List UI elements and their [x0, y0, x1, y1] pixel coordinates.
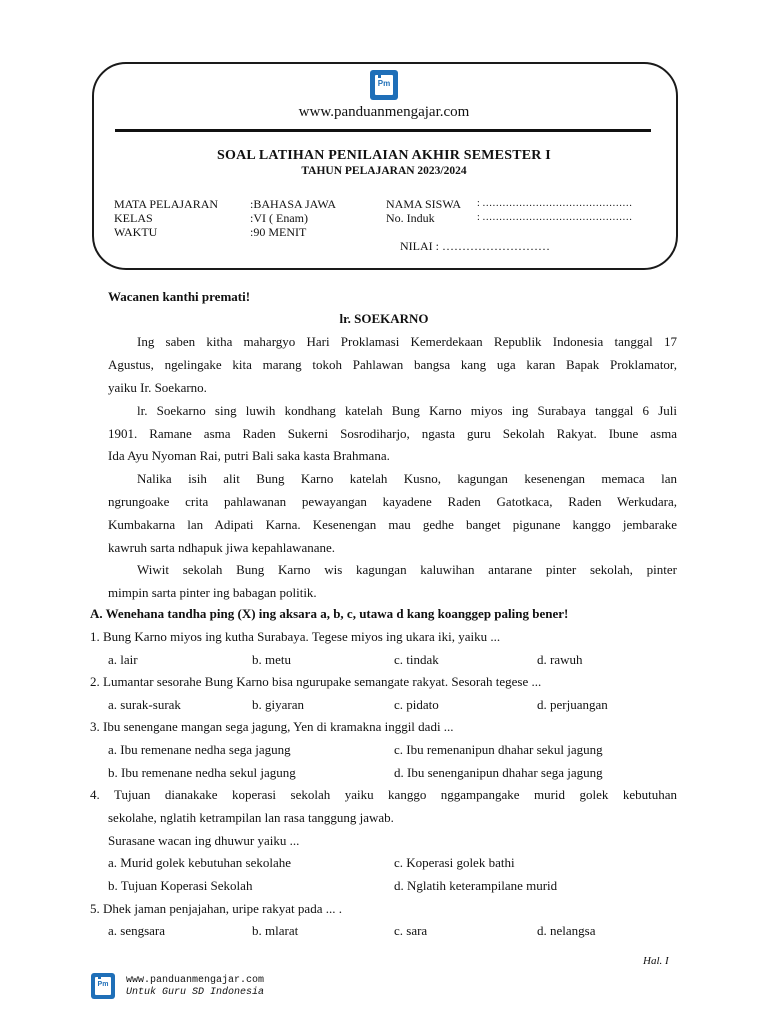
exam-year: TAHUN PELAJARAN 2023/2024: [301, 165, 467, 177]
q1-option-c[interactable]: c. tindak: [394, 652, 439, 667]
q2-option-b[interactable]: b. giyaran: [252, 697, 304, 712]
q1-option-b[interactable]: b. metu: [252, 652, 291, 667]
field-value-time: :90 MENIT: [250, 225, 307, 239]
page-number: Hal. I: [643, 955, 669, 967]
field-value-subject: :BAHASA JAWA: [250, 197, 337, 211]
q4-option-c[interactable]: c. Koperasi golek bathi: [394, 855, 515, 870]
field-value-student-id[interactable]: : ………………………………………: [477, 212, 633, 223]
reading-line: lr. Soekarno sing luwih kondhang katelah Bung Karno miyos ing Surabaya tanggal 6 Juli: [137, 403, 677, 418]
reading-title: lr. SOEKARNO: [339, 311, 429, 326]
reading-line: Nalika isih alit Bung Karno katelah Kusno, kagungan kesenengan memaca lan: [137, 471, 677, 486]
q3-option-d[interactable]: d. Ibu senenganipun dhahar sega jagung: [394, 765, 603, 780]
field-label-time: WAKTU: [114, 225, 158, 239]
reading-line: mimpin sarta pinter ing babagan politik.: [108, 585, 317, 600]
q4-option-d[interactable]: d. Nglatih keterampilane murid: [394, 878, 558, 893]
header-divider: [115, 129, 651, 132]
header-website: www.panduanmengajar.com: [298, 104, 470, 120]
q1-option-d[interactable]: d. rawuh: [537, 652, 583, 667]
q4-option-b[interactable]: b. Tujuan Koperasi Sekolah: [108, 878, 253, 893]
reading-line: ngrungoake crita pahlawanan pewayangan kayadene Raden Gatotkaca, Raden Werkudara,: [108, 494, 677, 509]
question-5: 5. Dhek jaman penjajahan, uripe rakyat pada ... .: [90, 901, 342, 916]
q5-option-c[interactable]: c. sara: [394, 923, 428, 938]
question-2: 2. Lumantar sesorahe Bung Karno bisa ngurupake semangate rakyat. Sesorah tegese ...: [90, 674, 542, 689]
field-label-student-id: No. Induk: [386, 211, 435, 225]
question-4-cont: sekolahe, nglatih ketrampilan lan rasa tanggung jawab.: [108, 810, 394, 825]
field-value-class: :VI ( Enam): [250, 211, 308, 225]
reading-line: Wiwit sekolah Bung Karno wis kagungan kaluwihan antarane pinter sekolah, pinter: [137, 562, 677, 577]
q2-option-c[interactable]: c. pidato: [394, 697, 439, 712]
question-3: 3. Ibu senengane mangan sega jagung, Yen di kramakna inggil dadi ...: [90, 719, 454, 734]
q5-option-a[interactable]: a. sengsara: [108, 923, 166, 938]
q2-option-d[interactable]: d. perjuangan: [537, 697, 608, 712]
q3-option-b[interactable]: b. Ibu remenane nedha sekul jagung: [108, 765, 296, 780]
field-label-student-name: NAMA SISWA: [386, 197, 462, 211]
question-4: 4. Tujuan dianakake koperasi sekolah yaiku kanggo nggampangake murid golek kebutuhan: [90, 787, 677, 802]
q3-option-a[interactable]: a. Ibu remenane nedha sega jagung: [108, 742, 291, 757]
reading-line: yaiku Ir. Soekarno.: [108, 380, 207, 395]
section-a-title: A. Wenehana tandha ping (X) ing aksara a, b, c, utawa d kang koanggep paling bener!: [90, 606, 569, 621]
footer-logo-icon: Pm: [91, 973, 115, 999]
q4-option-a[interactable]: a. Murid golek kebutuhan sekolahe: [108, 855, 292, 870]
footer-tagline: Untuk Guru SD Indonesia: [126, 987, 265, 998]
reading-line: Ida Ayu Nyoman Rai, putri Bali saka kasta Brahmana.: [108, 448, 390, 463]
field-label-subject: MATA PELAJARAN: [114, 197, 219, 211]
reading-line: Agustus, ngelingake kita marang tokoh Pahlawan bangsa kang uga karan Bapak Proklamator,: [108, 357, 677, 372]
footer-website: www.panduanmengajar.com: [126, 975, 265, 986]
q5-option-d[interactable]: d. nelangsa: [537, 923, 596, 938]
panduan-mengajar-logo-icon: Pm: [370, 70, 398, 100]
question-4-prompt: Surasane wacan ing dhuwur yaiku ...: [108, 833, 300, 848]
q2-option-a[interactable]: a. surak-surak: [108, 697, 181, 712]
q3-option-c[interactable]: c. Ibu remenanipun dhahar sekul jagung: [394, 742, 603, 757]
reading-line: Ing saben kitha mahargyo Hari Proklamasi Kemerdekaan Republik Indonesia tanggal 17: [137, 334, 677, 349]
reading-instruction: Wacanen kanthi premati!: [108, 289, 251, 304]
field-label-class: KELAS: [114, 211, 153, 225]
reading-line: kawruh sarta ndhapuk jiwa kepahlawanane.: [108, 540, 336, 555]
question-1: 1. Bung Karno miyos ing kutha Surabaya. Tegese miyos ing ukara iki, yaiku ...: [90, 629, 501, 644]
reading-line: Kumbakarna lan Adipati Karna. Kesenengan mau gedhe banget pigunane kanggo jembarake: [108, 517, 677, 532]
field-value-student-name[interactable]: : ………………………………………: [477, 198, 633, 209]
q1-option-a[interactable]: a. lair: [108, 652, 138, 667]
score-field[interactable]: NILAI : ………………………: [400, 239, 550, 253]
reading-line: 1901. Ramane asma Raden Sukerni Sosrodiharjo, ngasta guru Sekolah Rakyat. Ibune asma: [108, 426, 677, 441]
exam-title: SOAL LATIHAN PENILAIAN AKHIR SEMESTER I: [217, 148, 551, 163]
q5-option-b[interactable]: b. mlarat: [252, 923, 299, 938]
